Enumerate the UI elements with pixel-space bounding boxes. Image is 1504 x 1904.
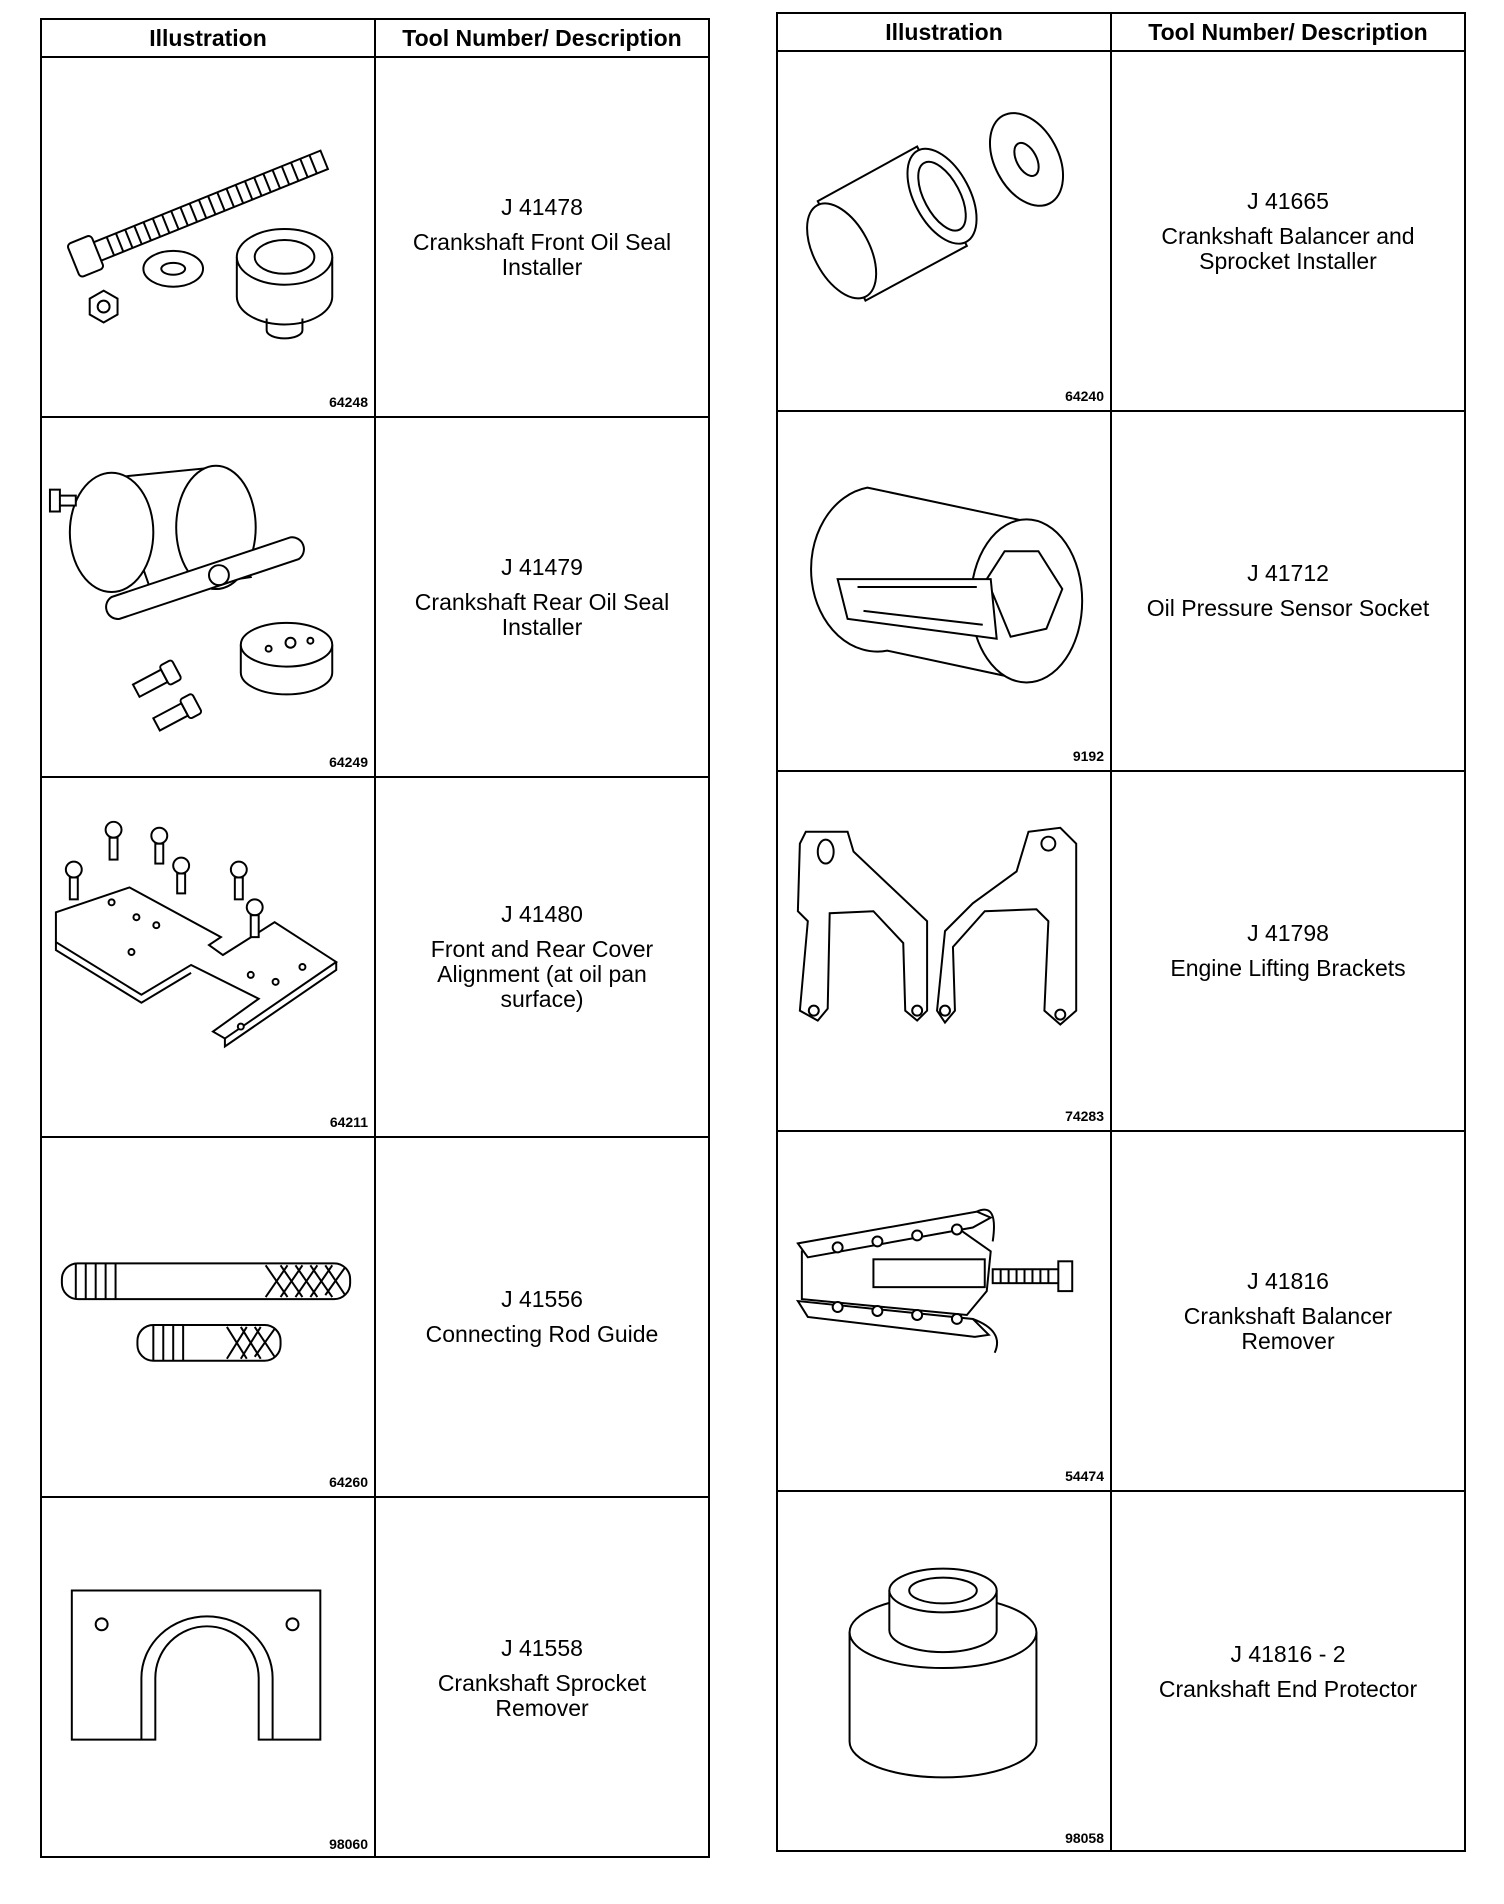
tool-number: J 41665 [1247,187,1329,214]
figure-number: 98058 [1065,1830,1104,1846]
puller-icon [778,1132,1112,1490]
figure-number: 64240 [1065,388,1104,404]
table-row [778,412,1464,772]
table-row [42,418,708,778]
table-row [778,1492,1464,1852]
figure-number: 98060 [329,1836,368,1852]
tool-number: J 41558 [501,1634,583,1661]
tool-number: J 41480 [501,901,583,927]
tool-description: Crankshaft Rear Oil Seal Installer [414,588,670,640]
table-row [42,58,708,418]
table-header [42,20,708,58]
tool-description-cell [376,58,708,416]
tool-description-cell [1112,412,1464,770]
figure-number: 64211 [329,1114,368,1130]
tool-description-cell [1112,1492,1464,1852]
tool-number: J 41712 [1247,560,1329,586]
figure-number: 64260 [329,1474,368,1490]
tool-number: J 41478 [501,193,583,220]
socket-icon [778,412,1112,770]
tool-description-cell [1112,1132,1464,1490]
figure-number: 9192 [1072,748,1104,764]
tool-number: J 41556 [501,1286,583,1312]
header-tool-description: Tool Number/ Description [402,24,682,51]
balancer-installer-icon [778,52,1112,410]
seal-installer-icon [42,58,376,416]
tool-number: J 41816 [1247,1267,1329,1294]
tool-description-cell [376,1498,708,1858]
tool-description: Oil Pressure Sensor Socket [1146,595,1430,621]
tool-description-cell [376,778,708,1136]
tool-description: Crankshaft Sprocket Remover [437,1669,647,1721]
table-row [778,1132,1464,1492]
figure-number: 64248 [329,394,368,410]
table-header [778,14,1464,52]
tool-description-cell [376,418,708,776]
table-row [778,52,1464,412]
table-row [42,1498,708,1858]
tool-description: Crankshaft End Protector [1158,1676,1418,1702]
tool-number: J 41816 - 2 [1230,1641,1346,1667]
tool-description: Crankshaft Balancer and Sprocket Installer [1161,222,1415,274]
tool-description-cell [1112,772,1464,1130]
header-illustration: Illustration [778,14,1112,50]
header-illustration: Illustration [42,20,376,56]
tool-description: Connecting Rod Guide [425,1321,659,1347]
table-row [42,778,708,1138]
tool-description: Front and Rear Cover Alignment (at oil pan surface) [430,936,654,1012]
figure-number: 54474 [1065,1468,1104,1484]
header-tool-description: Tool Number/ Description [1148,18,1428,45]
tool-description: Crankshaft Front Oil Seal Installer [412,228,672,280]
tool-number: J 41798 [1247,920,1329,946]
tool-table-right [776,12,1466,1852]
lifting-brackets-icon [778,772,1112,1130]
tool-description-cell [1112,52,1464,410]
tool-description-cell [376,1138,708,1496]
tool-number: J 41479 [501,553,583,580]
table-row [778,772,1464,1132]
end-protector-icon [778,1492,1112,1852]
tool-description: Crankshaft Balancer Remover [1183,1302,1393,1354]
table-row [42,1138,708,1498]
tool-table-left [40,18,710,1858]
figure-number: 74283 [1065,1108,1104,1124]
figure-number: 64249 [329,754,368,770]
rear-seal-installer-icon [42,418,376,776]
sprocket-remover-icon [42,1498,376,1858]
tool-description: Engine Lifting Brackets [1170,955,1406,981]
alignment-plate-icon [42,778,376,1136]
rod-guide-icon [42,1138,376,1496]
